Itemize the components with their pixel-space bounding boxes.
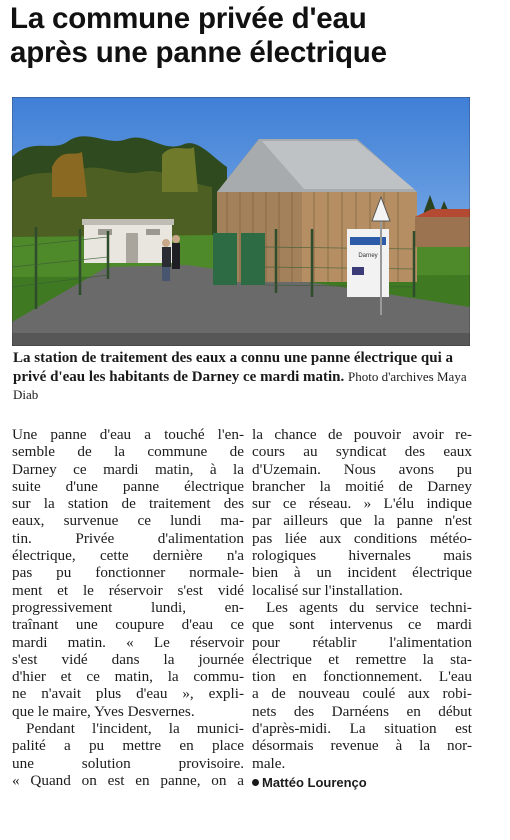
- photo-caption: [13, 349, 481, 405]
- text-line: par ailleurs que la panne n'est: [252, 512, 472, 530]
- text-line: mardi matin. « Le réservoir: [12, 633, 244, 651]
- text-line: traînant une coupure d'eau ce: [12, 616, 244, 634]
- text-line: sur ce réseau. » L'élu indique: [252, 495, 472, 513]
- text-line: que le maire, Yves Desvernes.: [12, 702, 195, 720]
- text-line: d'Uzemain. Nous avons pu: [252, 460, 472, 478]
- text-line: nets des Darnéens en début: [252, 702, 472, 720]
- text-line: ment et le réservoir s'est vidé: [12, 581, 244, 599]
- text-line: ne n'avait plus d'eau », expli-: [12, 685, 244, 703]
- text-line: que sont intervenus ce mardi: [252, 616, 472, 634]
- text-line: brancher la moitié de Darney: [252, 477, 472, 495]
- text-line: palité a pu mettre en place: [12, 737, 244, 755]
- text-line: la chance de pouvoir avoir re-: [252, 426, 472, 443]
- text-line: localisé sur l'installation.: [252, 581, 403, 599]
- text-line: d'après-midi. La situation est: [252, 720, 472, 738]
- text-line: électrique et remettre la sta-: [252, 650, 472, 668]
- text-line: rologiques hivernales mais: [252, 547, 472, 565]
- bullet-dot-icon: [252, 779, 259, 786]
- text-line: bien à un incident électrique: [252, 564, 472, 582]
- text-line: male.: [252, 754, 286, 772]
- byline-name: Mattéo Lourenço: [262, 774, 367, 790]
- photo-credit: Photo d'archives Maya Diab: [13, 368, 467, 402]
- text-line: progressivement lundi, en-: [12, 598, 244, 616]
- text-line: tion en fonctionnement. L'eau: [252, 668, 472, 686]
- author-byline: [252, 774, 472, 791]
- water-station-illustration: [12, 97, 470, 346]
- article-photo: [12, 97, 470, 346]
- text-line: eaux, survenue ce lundi ma-: [12, 512, 244, 530]
- text-line: sur la station de traitement des: [12, 495, 244, 513]
- text-line: électrique, cette dernière n'a: [12, 547, 244, 565]
- text-line: semble de la commune de: [12, 443, 244, 461]
- text-line: tin. Privée d'alimentation: [12, 529, 244, 547]
- text-line: une solution provisoire.: [12, 754, 244, 772]
- article-headline: [10, 2, 502, 70]
- text-line: Pendant l'incident, la munici-: [26, 720, 244, 738]
- text-line: pas liée aux conditions météo-: [252, 529, 472, 547]
- text-line: d'hier et ce matin, la commu-: [12, 668, 244, 686]
- text-line: pour rétablir l'alimentation: [252, 633, 472, 651]
- text-line: suite d'une panne électrique: [12, 477, 244, 495]
- caption-text: La station de traitement des eaux a connu une panne électrique qui a privé d'eau les habitants de Darney ce mardi matin.: [13, 350, 454, 385]
- article-column-1: [12, 426, 244, 789]
- headline-line-1: La commune privée d'eau: [10, 2, 367, 35]
- text-line: cours au syndicat des eaux: [252, 443, 472, 461]
- text-line: pas pu fonctionner normale-: [12, 564, 244, 582]
- text-line: désormais revenue à la nor-: [252, 737, 472, 755]
- text-line: « Quand on est en panne, on a: [12, 771, 244, 789]
- text-line: a de nouveau coulé aux robi-: [252, 685, 472, 703]
- text-line: s'est vidé dans la journée: [12, 650, 244, 668]
- text-line: Darney ce mardi matin, à la: [12, 460, 244, 478]
- sign-text: Darney: [358, 253, 378, 259]
- text-line: Une panne d'eau a touché l'en-: [12, 426, 244, 443]
- headline-line-2: après une panne électrique: [10, 36, 387, 69]
- text-line: Les agents du service techni-: [266, 598, 472, 616]
- article-column-2: [252, 426, 472, 791]
